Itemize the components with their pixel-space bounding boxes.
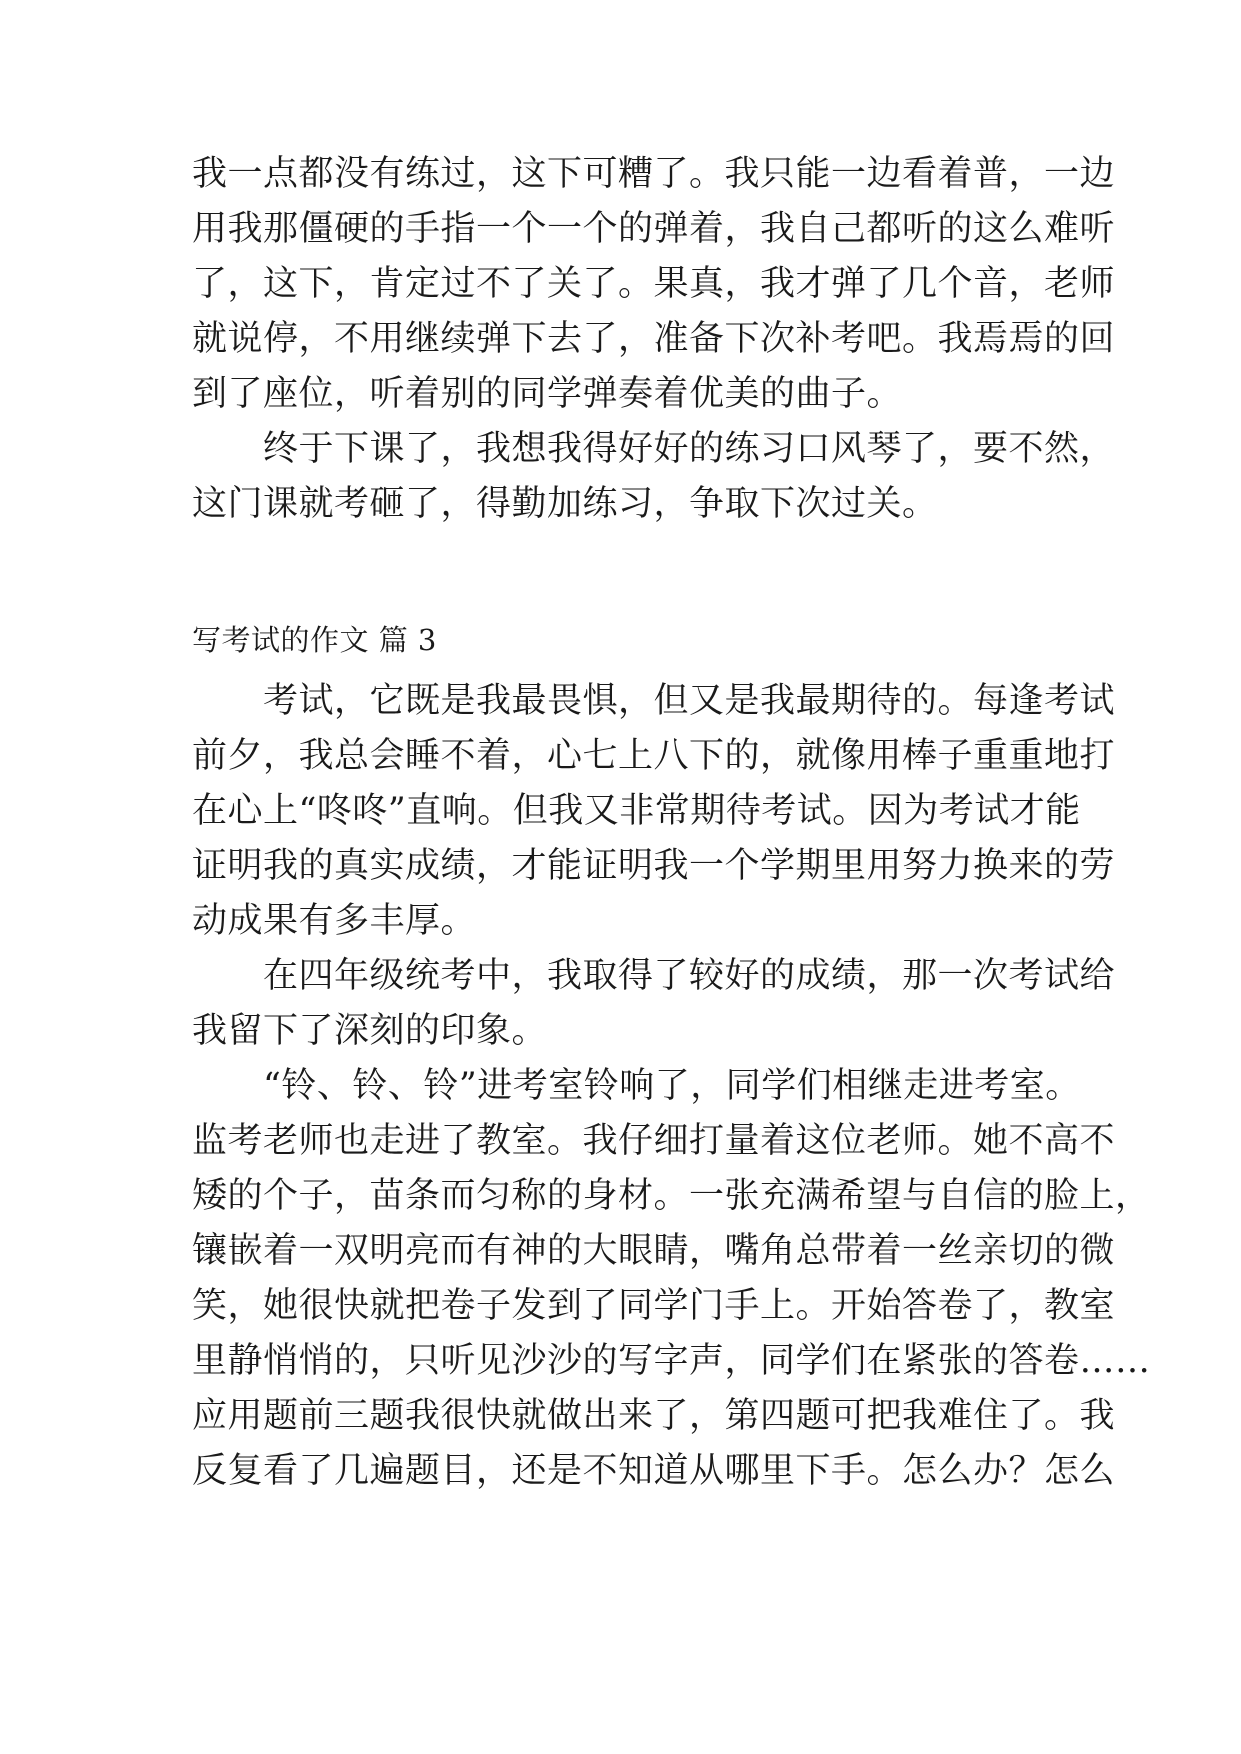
paragraph-line: 证明我的真实成绩，才能证明我一个学期里用努力换来的劳 (192, 846, 1116, 886)
paragraph-line: 这门课就考砸了，得勤加练习，争取下次过关。 (192, 484, 938, 524)
paragraph-line: 监考老师也走进了教室。我仔细打量着这位老师。她不高不 (192, 1121, 1116, 1161)
paragraph-line: 用我那僵硬的手指一个一个的弹着，我自己都听的这么难听 (192, 209, 1116, 249)
section-heading: 写考试的作文 篇 3 (192, 623, 437, 657)
paragraph-line: 我留下了深刻的印象。 (192, 1011, 548, 1051)
paragraph-line: 终于下课了，我想我得好好的练习口风琴了，要不然， (192, 429, 1116, 469)
paragraph-line: 笑，她很快就把卷子发到了同学门手上。开始答卷了，教室 (192, 1286, 1116, 1326)
paragraph-line: 前夕，我总会睡不着，心七上八下的，就像用棒子重重地打 (192, 736, 1116, 776)
paragraph-line: 了，这下，肯定过不了关了。果真，我才弹了几个音，老师 (192, 264, 1116, 304)
paragraph-line: 动成果有多丰厚。 (192, 901, 477, 941)
paragraph-line: 反复看了几遍题目，还是不知道从哪里下手。怎么办？怎么 (192, 1451, 1116, 1491)
paragraph-line: 应用题前三题我很快就做出来了，第四题可把我难住了。我 (192, 1396, 1116, 1436)
paragraph-line: 在心上“咚咚”直响。但我又非常期待考试。因为考试才能 (192, 791, 1081, 831)
paragraph-line: 镶嵌着一双明亮而有神的大眼睛，嘴角总带着一丝亲切的微 (192, 1231, 1116, 1271)
paragraph-line: 矮的个子，苗条而匀称的身材。一张充满希望与自信的脸上， (192, 1176, 1151, 1216)
paragraph-line: 到了座位，听着别的同学弹奏着优美的曲子。 (192, 374, 903, 414)
paragraph-line: “铃、铃、铃”进考室铃响了，同学们相继走进考室。 (192, 1066, 1081, 1106)
paragraph-line: 在四年级统考中，我取得了较好的成绩，那一次考试给 (192, 956, 1116, 996)
paragraph-line: 考试，它既是我最畏惧，但又是我最期待的。每逢考试 (192, 681, 1116, 721)
paragraph-line: 我一点都没有练过，这下可糟了。我只能一边看着普，一边 (192, 154, 1116, 194)
paragraph-line: 里静悄悄的，只听见沙沙的写字声，同学们在紧张的答卷…… (192, 1341, 1151, 1381)
paragraph-line: 就说停，不用继续弹下去了，准备下次补考吧。我焉焉的回 (192, 319, 1116, 359)
